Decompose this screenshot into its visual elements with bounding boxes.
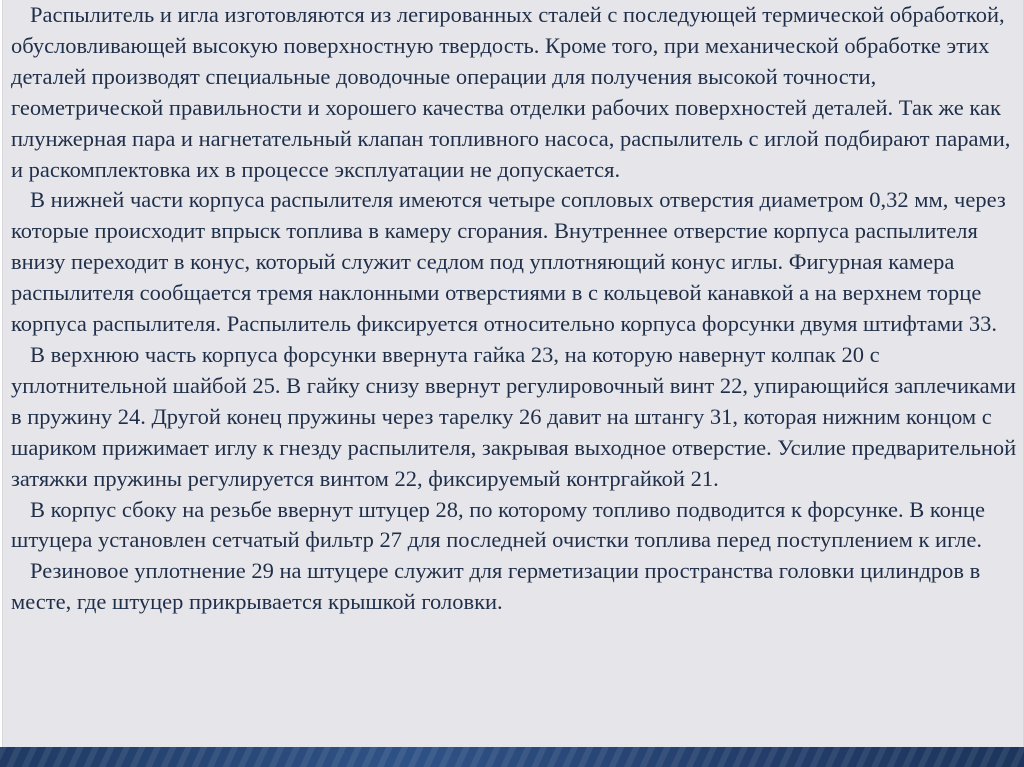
paragraph-4: В корпус сбоку на резьбе ввернут штуцер 28, по которому топливо подводится к форсунке. В конце штуцера установлен сетчатый фильтр 27 для последней очистки топлива перед поступлением к игле. bbox=[11, 496, 985, 553]
paragraph-3: В верхнюю часть корпуса форсунки ввернута гайка 23, на которую навернут колпак 20 с уплотнительной шайбой 25. В гайку снизу ввернут регулировочный винт 22, упирающийся заплечиками в пружину 24. Другой конец пружины через тарелку 26 давит на штангу 31, которая нижним концом с шариком прижимает иглу к гнезду распылителя, закрывая выходное отверстие. Усилие предварительной затяжки пружины регулируется винтом 22, фиксируемый контргайкой 21. bbox=[11, 341, 1017, 491]
paragraph-1: Распылитель и игла изготовляются из легированных сталей с последующей термической обработкой, обусловливающей высокую поверхностную твердость. Кроме того, при механической обработке этих деталей производят специальные доводочные операции для получения высокой точности, геометрической правильности и хорошего качества отделки рабочих поверхностей деталей. Так же как плунжерная пара и нагнетательный клапан топливного насоса, распылитель с иглой подбирают парами, и раскомплектовка их в процессе эксплуатации не допускается. bbox=[11, 2, 1011, 182]
text-body bbox=[11, 0, 1017, 618]
decorative-bottom-band bbox=[0, 747, 1024, 767]
paragraph-5: Резиновое уплотнение 29 на штуцере служит для герметизации пространства головки цилиндров в месте, где штуцер прикрывается крышкой головки. bbox=[11, 558, 981, 615]
text-panel bbox=[2, 0, 1024, 747]
paragraph-2: В нижней части корпуса распылителя имеются четыре сопловых отверстия диаметром 0,32 мм, через которые происходит впрыск топлива в камеру сгорания. Внутреннее отверстие корпуса распылителя внизу переходит в конус, который служит седлом под уплотняющий конус иглы. Фигурная камера распылителя сообщается тремя наклонными отверстиями в с кольцевой канавкой а на верхнем торце корпуса распылителя. Распылитель фиксируется относительно корпуса форсунки двумя штифтами 33. bbox=[11, 187, 1006, 337]
